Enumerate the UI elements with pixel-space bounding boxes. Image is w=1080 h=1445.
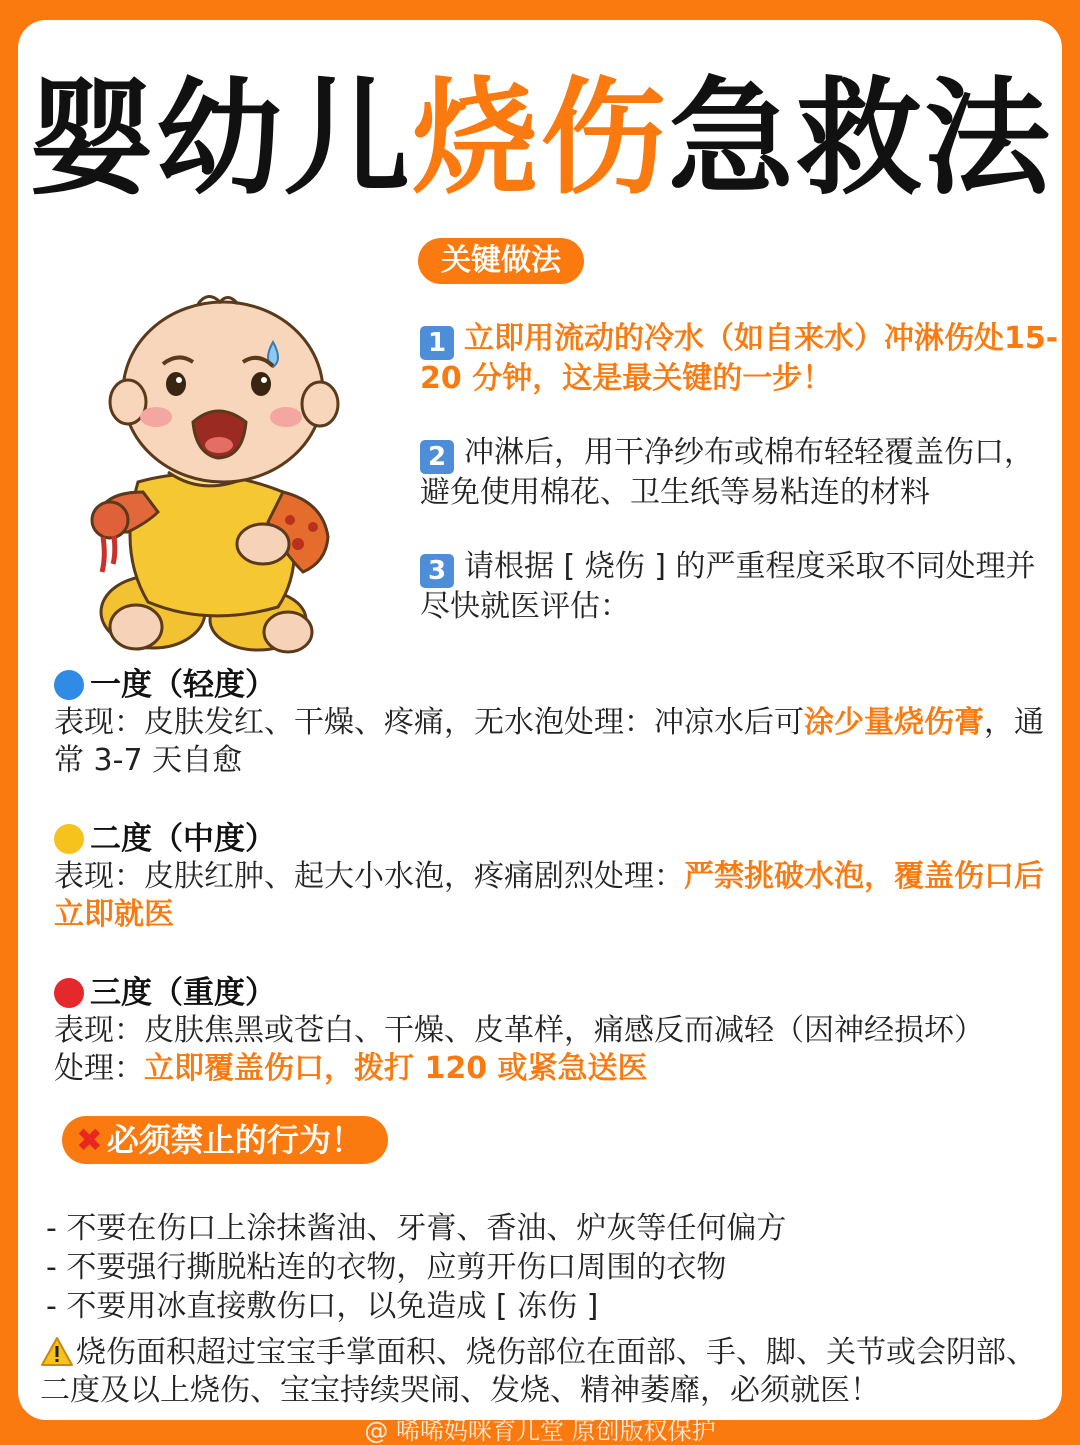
content-card: [18, 20, 1062, 1420]
degree-1-desc-end: ，通常 3-7 天自愈: [54, 705, 1044, 778]
degree-1-title-text: 一度（轻度）: [90, 667, 276, 703]
banned-actions-list: [46, 1210, 1046, 1327]
degree-2: [54, 820, 1054, 934]
degree-1-desc: 表现：皮肤发红、干燥、疼痛，无水泡处理：冲凉水后可: [54, 705, 804, 740]
degree-2-highlight: 严禁挑破水泡，覆盖伤口后立即就医: [54, 859, 1044, 932]
degree-2-desc: 表现：皮肤红肿、起大小水泡，疼痛剧烈处理：: [54, 859, 684, 894]
degree-3: [54, 974, 1054, 1088]
title-part2: 急救法: [668, 65, 1052, 212]
degree-3-highlight: 立即覆盖伤口，拨打 120 或紧急送医: [144, 1051, 648, 1086]
keycap-3-icon: 3: [420, 554, 454, 588]
degree-1-highlight: 涂少量烧伤膏: [804, 705, 984, 740]
warning-note: [40, 1334, 1055, 1410]
cross-mark-icon: ✖: [76, 1121, 103, 1159]
key-steps-list: [420, 320, 1060, 662]
crying-baby-illustration: [58, 282, 388, 662]
degree-3-title: [54, 974, 1054, 1012]
list-item: - 不要在伤口上涂抹酱油、牙膏、香油、炉灰等任何偏方: [46, 1211, 787, 1246]
key-steps-badge: 关键做法: [418, 238, 584, 284]
degree-1-text: [54, 704, 1054, 780]
warning-text: 烧伤面积超过宝宝手掌面积、烧伤部位在面部、手、脚、关节或会阴部、二度及以上烧伤、宝宝持续哭闹、发烧、精神萎靡，必须就医！: [40, 1335, 1036, 1408]
keycap-2-icon: 2: [420, 440, 454, 474]
step-3: [420, 548, 1060, 626]
degree-2-text: [54, 858, 1054, 934]
degree-1: [54, 666, 1054, 780]
degree-3-title-text: 三度（重度）: [90, 975, 276, 1011]
degree-1-title: [54, 666, 1054, 704]
step-1-text: 立即用流动的冷水（如自来水）冲淋伤处15-20 分钟，这是最关键的一步！: [420, 321, 1059, 396]
warning-triangle-icon: [40, 1336, 74, 1368]
step-1: [420, 320, 1060, 398]
list-item: - 不要用冰直接敷伤口，以免造成 [ 冻伤 ]: [46, 1289, 599, 1324]
step-3-text: 请根据 [ 烧伤 ] 的严重程度采取不同处理并尽快就医评估：: [420, 549, 1036, 624]
yellow-circle-icon: [54, 824, 84, 854]
degree-3-symptoms: 表现：皮肤焦黑或苍白、干燥、皮革样，痛感反而减轻（因神经损坏）: [54, 1013, 984, 1048]
burn-degree-list: [54, 666, 1054, 1128]
list-item: - 不要强行撕脱粘连的衣物，应剪开伤口周围的衣物: [46, 1250, 727, 1285]
banned-actions-badge: [62, 1116, 388, 1164]
title-highlight: 烧伤: [412, 65, 668, 212]
degree-2-title-text: 二度（中度）: [90, 821, 276, 857]
degree-3-desc: 处理：: [54, 1051, 144, 1086]
watermark: @ 唏唏妈咪育儿堂 原创版权保护: [364, 1417, 716, 1445]
red-circle-icon: [54, 978, 84, 1008]
blue-circle-icon: [54, 670, 84, 700]
keycap-1-icon: 1: [420, 326, 454, 360]
step-2-text: 冲淋后，用干净纱布或棉布轻轻覆盖伤口，避免使用棉花、卫生纸等易粘连的材料: [420, 435, 1034, 510]
page-title: [18, 64, 1062, 214]
step-2: [420, 434, 1060, 512]
title-part1: 婴幼儿: [28, 65, 412, 212]
degree-2-title: [54, 820, 1054, 858]
banned-actions-label: 必须禁止的行为！: [106, 1121, 363, 1159]
degree-3-treatment: [54, 1050, 1054, 1088]
